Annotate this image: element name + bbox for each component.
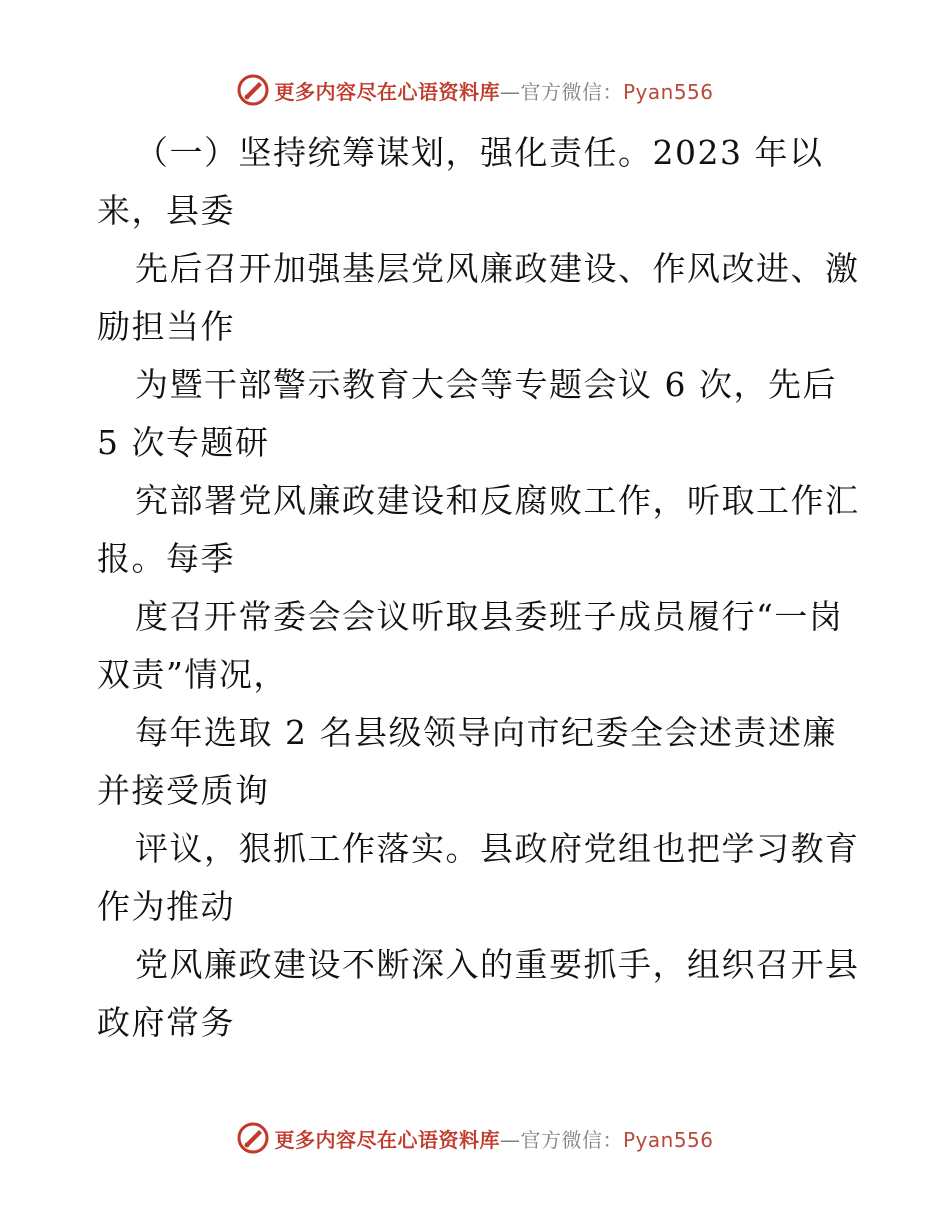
brand-logo-icon	[236, 1121, 270, 1155]
text-line: 为暨干部警示教育大会等专题会议 6 次，先后	[135, 365, 837, 404]
banner-wechat-id: Pyan556	[622, 79, 714, 104]
banner-main-text: 更多内容尽在心语资料库	[274, 1127, 500, 1152]
header-banner	[0, 70, 950, 110]
text-line: 作为推动	[97, 887, 235, 926]
document-body	[97, 124, 860, 1052]
banner-label: 官方微信：	[520, 79, 623, 104]
text-line: 政府常务	[97, 1003, 235, 1042]
text-line: 每年选取 2 名县级领导向市纪委全会述责述廉	[135, 713, 837, 752]
text-line: 评议，狠抓工作落实。县政府党组也把学习教育	[135, 829, 860, 868]
banner-label: 官方微信：	[520, 1127, 623, 1152]
text-line: （一）坚持统筹谋划，强化责任。2023 年以	[135, 133, 824, 172]
text-line: 励担当作	[97, 307, 235, 346]
text-line: 双责”情况，	[97, 655, 288, 694]
text-line: 党风廉政建设不断深入的重要抓手，组织召开县	[135, 945, 860, 984]
banner-main-text: 更多内容尽在心语资料库	[274, 79, 500, 104]
text-line: 度召开常委会会议听取县委班子成员履行“一岗	[135, 597, 844, 636]
banner-separator: —	[499, 79, 521, 104]
footer-banner	[0, 1118, 950, 1158]
text-line: 来，县委	[97, 191, 235, 230]
brand-logo-icon	[236, 73, 270, 107]
text-line: 先后召开加强基层党风廉政建设、作风改进、激	[135, 249, 860, 288]
text-line: 5 次专题研	[97, 423, 270, 462]
text-line: 并接受质询	[97, 771, 270, 810]
text-line: 究部署党风廉政建设和反腐败工作，听取工作汇	[135, 481, 860, 520]
banner-separator: —	[499, 1127, 521, 1152]
text-line: 报。每季	[97, 539, 235, 578]
banner-wechat-id: Pyan556	[622, 1127, 714, 1152]
